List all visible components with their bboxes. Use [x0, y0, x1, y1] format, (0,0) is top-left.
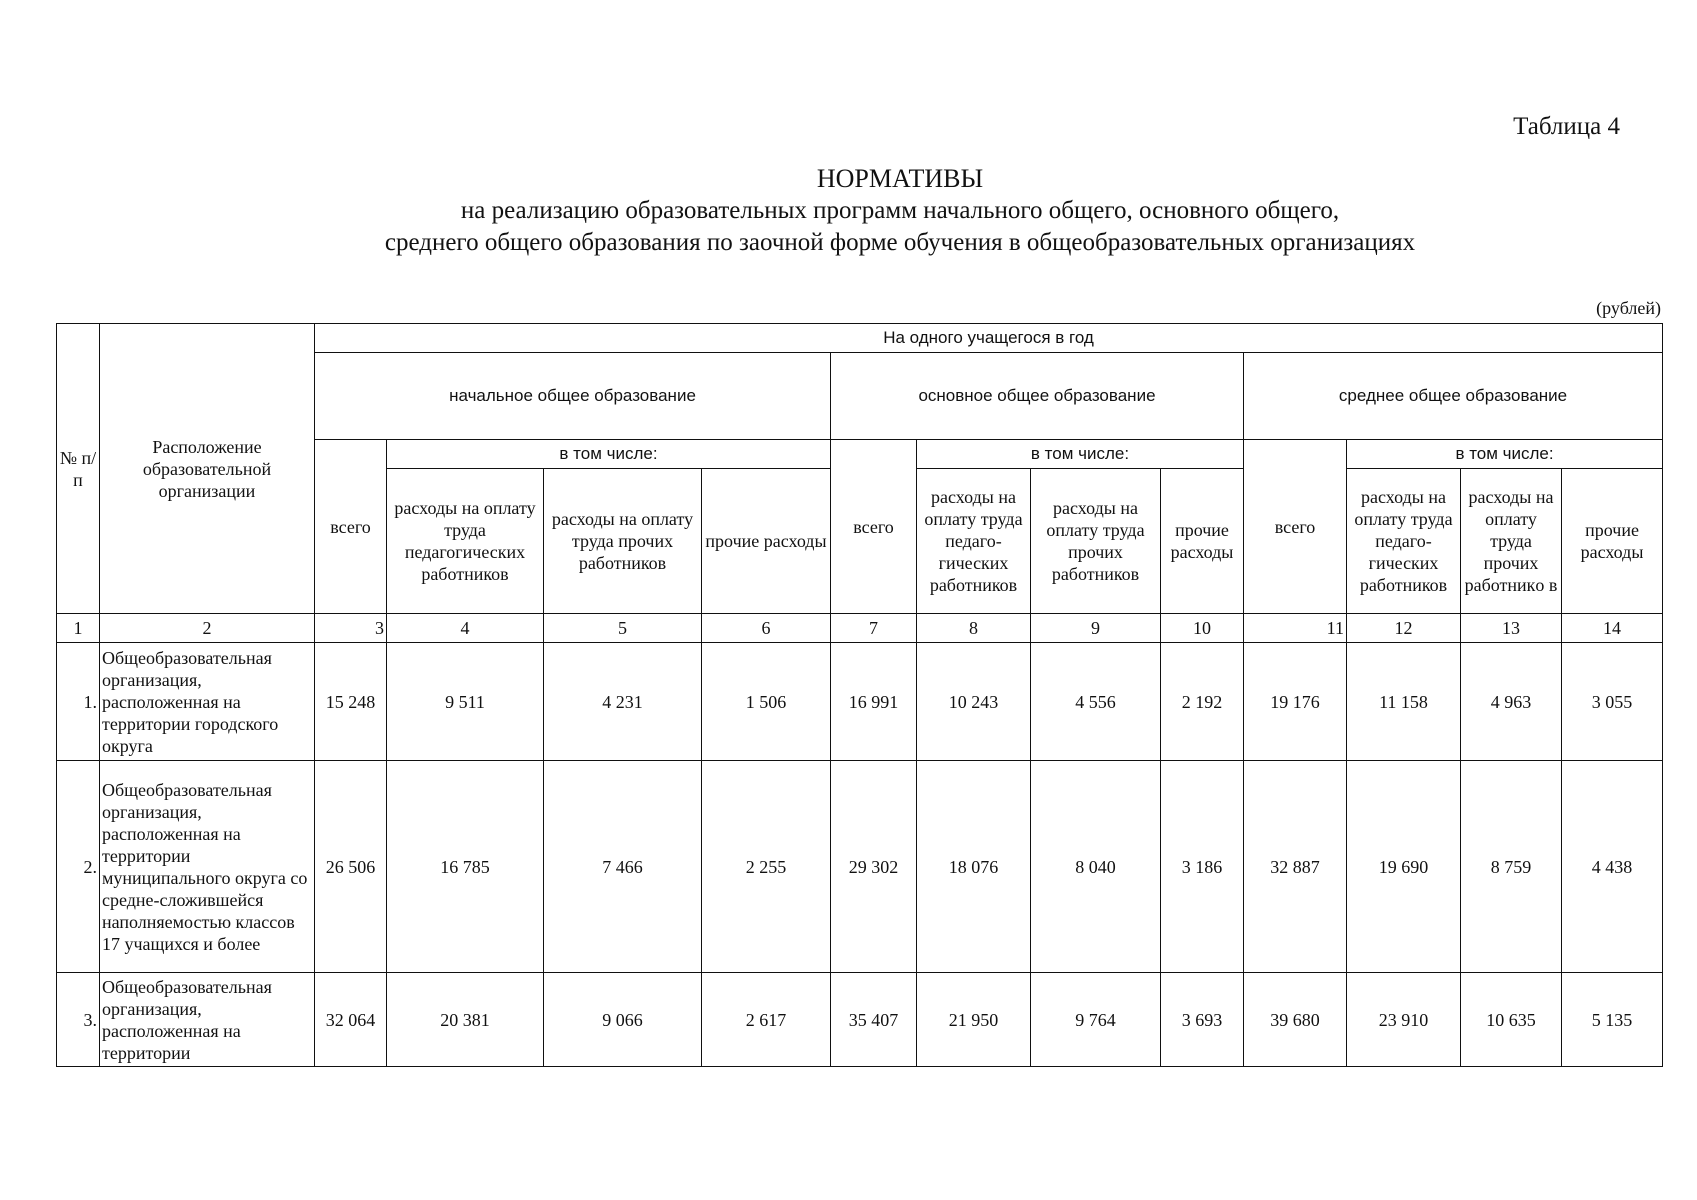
value-cell: 3 186 [1161, 761, 1244, 973]
row-number: 3. [57, 973, 100, 1067]
normatives-table [56, 323, 1663, 1067]
value-cell: 20 381 [387, 973, 544, 1067]
value-cell: 39 680 [1244, 973, 1347, 1067]
col-number: 1 [57, 614, 100, 643]
header-primary-misc: прочие расходы [702, 469, 831, 614]
row-number: 2. [57, 761, 100, 973]
value-cell: 7 466 [544, 761, 702, 973]
units-label: (рублей) [1596, 298, 1661, 318]
header-level-basic: основное общее образование [831, 353, 1244, 440]
header-level-secondary: среднее общее образование [1244, 353, 1663, 440]
col-number: 5 [544, 614, 702, 643]
header-basic-other: расходы на оплату труда прочих работников [1031, 469, 1161, 614]
value-cell: 18 076 [917, 761, 1031, 973]
value-cell: 5 135 [1562, 973, 1663, 1067]
row-number: 1. [57, 643, 100, 761]
value-cell: 26 506 [315, 761, 387, 973]
header-per-student: На одного учащегося в год [315, 324, 1663, 353]
table-label: Таблица 4 [1513, 113, 1620, 140]
header-primary-including: в том числе: [387, 440, 831, 469]
value-cell: 4 231 [544, 643, 702, 761]
value-cell: 11 158 [1347, 643, 1461, 761]
value-cell: 15 248 [315, 643, 387, 761]
value-cell: 2 617 [702, 973, 831, 1067]
value-cell: 16 785 [387, 761, 544, 973]
col-number: 4 [387, 614, 544, 643]
table-row [57, 761, 1663, 973]
header-primary-total: всего [315, 440, 387, 614]
header-level-primary: начальное общее образование [315, 353, 831, 440]
value-cell: 4 438 [1562, 761, 1663, 973]
col-number: 7 [831, 614, 917, 643]
header-secondary-total: всего [1244, 440, 1347, 614]
col-number: 2 [100, 614, 315, 643]
col-number: 6 [702, 614, 831, 643]
col-number: 3 [315, 614, 387, 643]
row-location: Общеобразовательная организация, расположенная на территории городского округа [100, 643, 315, 761]
value-cell: 19 176 [1244, 643, 1347, 761]
col-number: 10 [1161, 614, 1244, 643]
header-basic-ped: расходы на оплату труда педаго-гических работников [917, 469, 1031, 614]
value-cell: 1 506 [702, 643, 831, 761]
row-location: Общеобразовательная организация, расположенная на территории муниципального округа со средне-сложившейся наполняемостью классов 17 учащихся и более [100, 761, 315, 973]
value-cell: 4 556 [1031, 643, 1161, 761]
document-subtitle-line-1: на реализацию образовательных программ начального общего, основного общего, [460, 197, 1340, 224]
col-number: 14 [1562, 614, 1663, 643]
value-cell: 19 690 [1347, 761, 1461, 973]
value-cell: 10 635 [1461, 973, 1562, 1067]
value-cell: 4 963 [1461, 643, 1562, 761]
value-cell: 2 255 [702, 761, 831, 973]
table-row [57, 643, 1663, 761]
header-basic-including: в том числе: [917, 440, 1244, 469]
col-number: 9 [1031, 614, 1161, 643]
header-secondary-misc: прочие расходы [1562, 469, 1663, 614]
value-cell: 9 511 [387, 643, 544, 761]
document-subtitle-line-2: среднего общего образования по заочной форме обучения в общеобразовательных организациях [384, 229, 1416, 256]
value-cell: 8 040 [1031, 761, 1161, 973]
row-location: Общеобразовательная организация, расположенная на территории [100, 973, 315, 1067]
header-primary-other: расходы на оплату труда прочих работников [544, 469, 702, 614]
header-secondary-including: в том числе: [1347, 440, 1663, 469]
col-number: 12 [1347, 614, 1461, 643]
value-cell: 32 887 [1244, 761, 1347, 973]
value-cell: 3 693 [1161, 973, 1244, 1067]
value-cell: 9 764 [1031, 973, 1161, 1067]
header-primary-ped: расходы на оплату труда педагогических работников [387, 469, 544, 614]
header-basic-total: всего [831, 440, 917, 614]
value-cell: 2 192 [1161, 643, 1244, 761]
col-number: 11 [1244, 614, 1347, 643]
value-cell: 8 759 [1461, 761, 1562, 973]
header-secondary-other: расходы на оплату труда прочих работникo в [1461, 469, 1562, 614]
value-cell: 29 302 [831, 761, 917, 973]
table-row [57, 973, 1663, 1067]
value-cell: 21 950 [917, 973, 1031, 1067]
document-title-block [0, 163, 1697, 259]
value-cell: 23 910 [1347, 973, 1461, 1067]
header-basic-misc: прочие расходы [1161, 469, 1244, 614]
value-cell: 3 055 [1562, 643, 1663, 761]
value-cell: 32 064 [315, 973, 387, 1067]
value-cell: 16 991 [831, 643, 917, 761]
value-cell: 35 407 [831, 973, 917, 1067]
col-number: 8 [917, 614, 1031, 643]
value-cell: 9 066 [544, 973, 702, 1067]
header-secondary-ped: расходы на оплату труда педаго-гических работников [1347, 469, 1461, 614]
value-cell: 10 243 [917, 643, 1031, 761]
col-number: 13 [1461, 614, 1562, 643]
document-title: НОРМАТИВЫ [816, 164, 984, 193]
header-col-no: № п/п [57, 324, 100, 614]
header-col-location: Расположение образовательной организации [100, 324, 315, 614]
